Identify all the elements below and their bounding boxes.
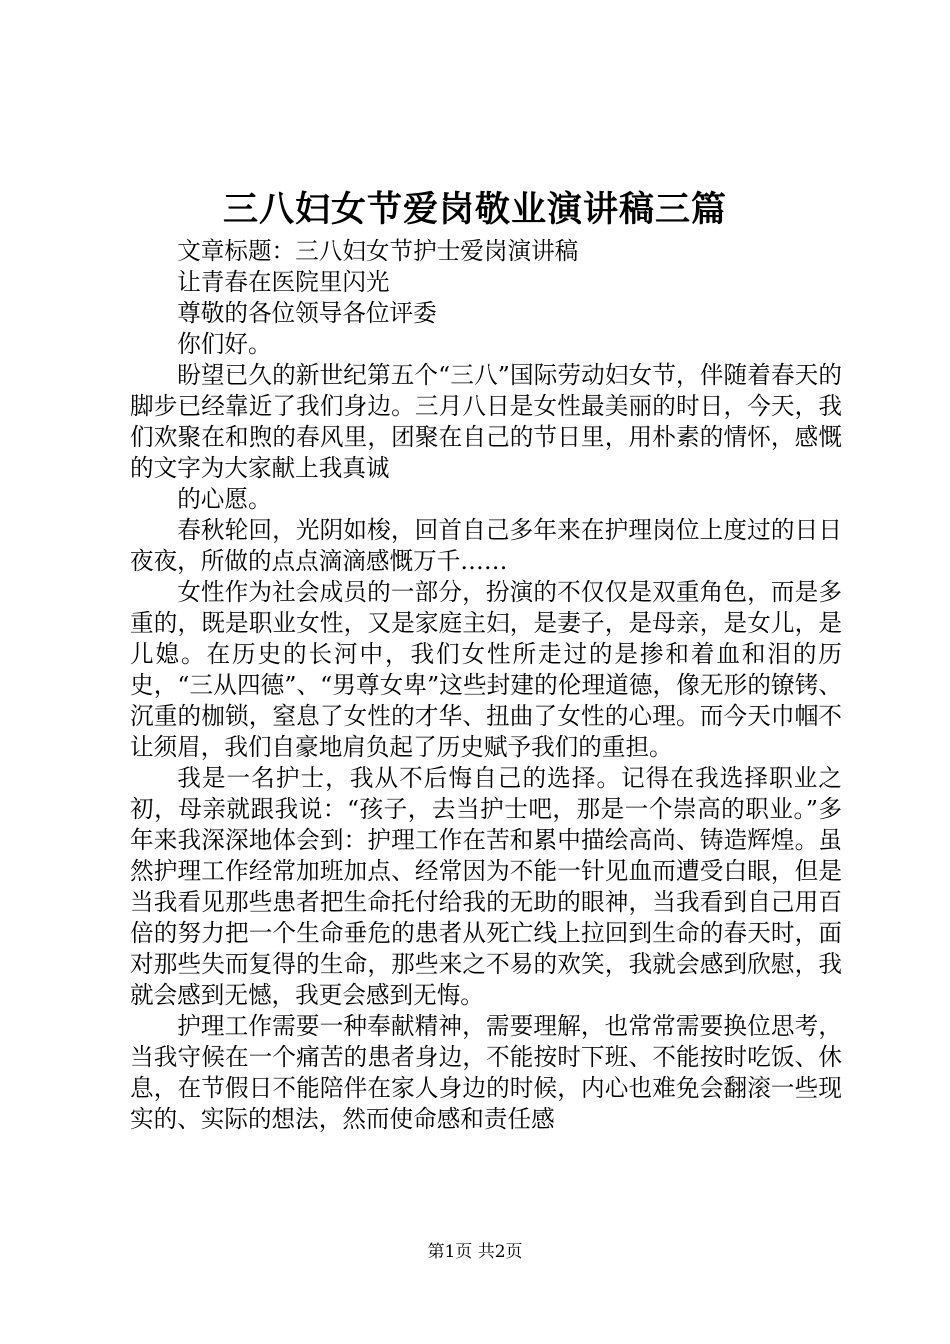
document-title: 三八妇女节爱岗敬业演讲稿三篇 [222, 189, 727, 230]
paragraph: 文章标题：三八妇女节护士爱岗演讲稿 [177, 237, 579, 265]
paragraph: 尊敬的各位领导各位评委 [177, 299, 437, 327]
paragraph: 让青春在医院里闪光 [177, 268, 390, 296]
paragraph: 春秋轮回，光阴如梭，回首自己多年来在护理岗位上度过的日日夜夜，所做的点点滴滴感慨万千…… [130, 516, 842, 575]
paragraph: 盼望已久的新世纪第五个“三八”国际劳动妇女节，伴随着春天的脚步已经靠近了我们身边。三月八日是女性最美丽的时日，今天，我们欢聚在和煦的春风里，团聚在自己的节日里，用朴素的情怀，感慨的文字为大家献上我真诚 [130, 361, 842, 482]
paragraph: 女性作为社会成员的一部分，扮演的不仅仅是双重角色，而是多重的，既是职业女性，又是家庭主妇，是妻子，是母亲，是女儿，是儿媳。在历史的长河中，我们女性所走过的是掺和着血和泪的历史，“三从四德”、“男尊女卑”这些封建的伦理道德，像无形的镣铐、沉重的枷锁，窒息了女性的才华、扭曲了女性的心理。而今天巾帼不让须眉，我们自豪地肩负起了历史赋予我们的重担。 [130, 578, 842, 761]
page-footer: 第1页 共2页 [427, 1242, 523, 1262]
paragraph: 你们好。 [177, 330, 272, 358]
paragraph: 我是一名护士，我从不后悔自己的选择。记得在我选择职业之初，母亲就跟我说：“孩子，去当护士吧，那是一个崇高的职业。”多年来我深深地体会到：护理工作在苦和累中描绘高尚、铸造辉煌。虽然护理工作经常加班加点、经常因为不能一针见血而遭受白眼，但是当我看见那些患者把生命托付给我的无助的眼神，当我看到自己用百倍的努力把一个生命垂危的患者从死亡线上拉回到生命的春天时，面对那些失而复得的生命，那些来之不易的欢笑，我就会感到欣慰，我就会感到无憾，我更会感到无悔。 [130, 764, 842, 1009]
paragraph: 护理工作需要一种奉献精神，需要理解，也常常需要换位思考，当我守候在一个痛苦的患者身边，不能按时下班、不能按时吃饭、休息，在节假日不能陪伴在家人身边的时候，内心也难免会翻滚一些现实的、实际的想法，然而使命感和责任感 [130, 1012, 842, 1133]
document-body [130, 236, 842, 1135]
paragraph: 的心愿。 [177, 485, 272, 513]
